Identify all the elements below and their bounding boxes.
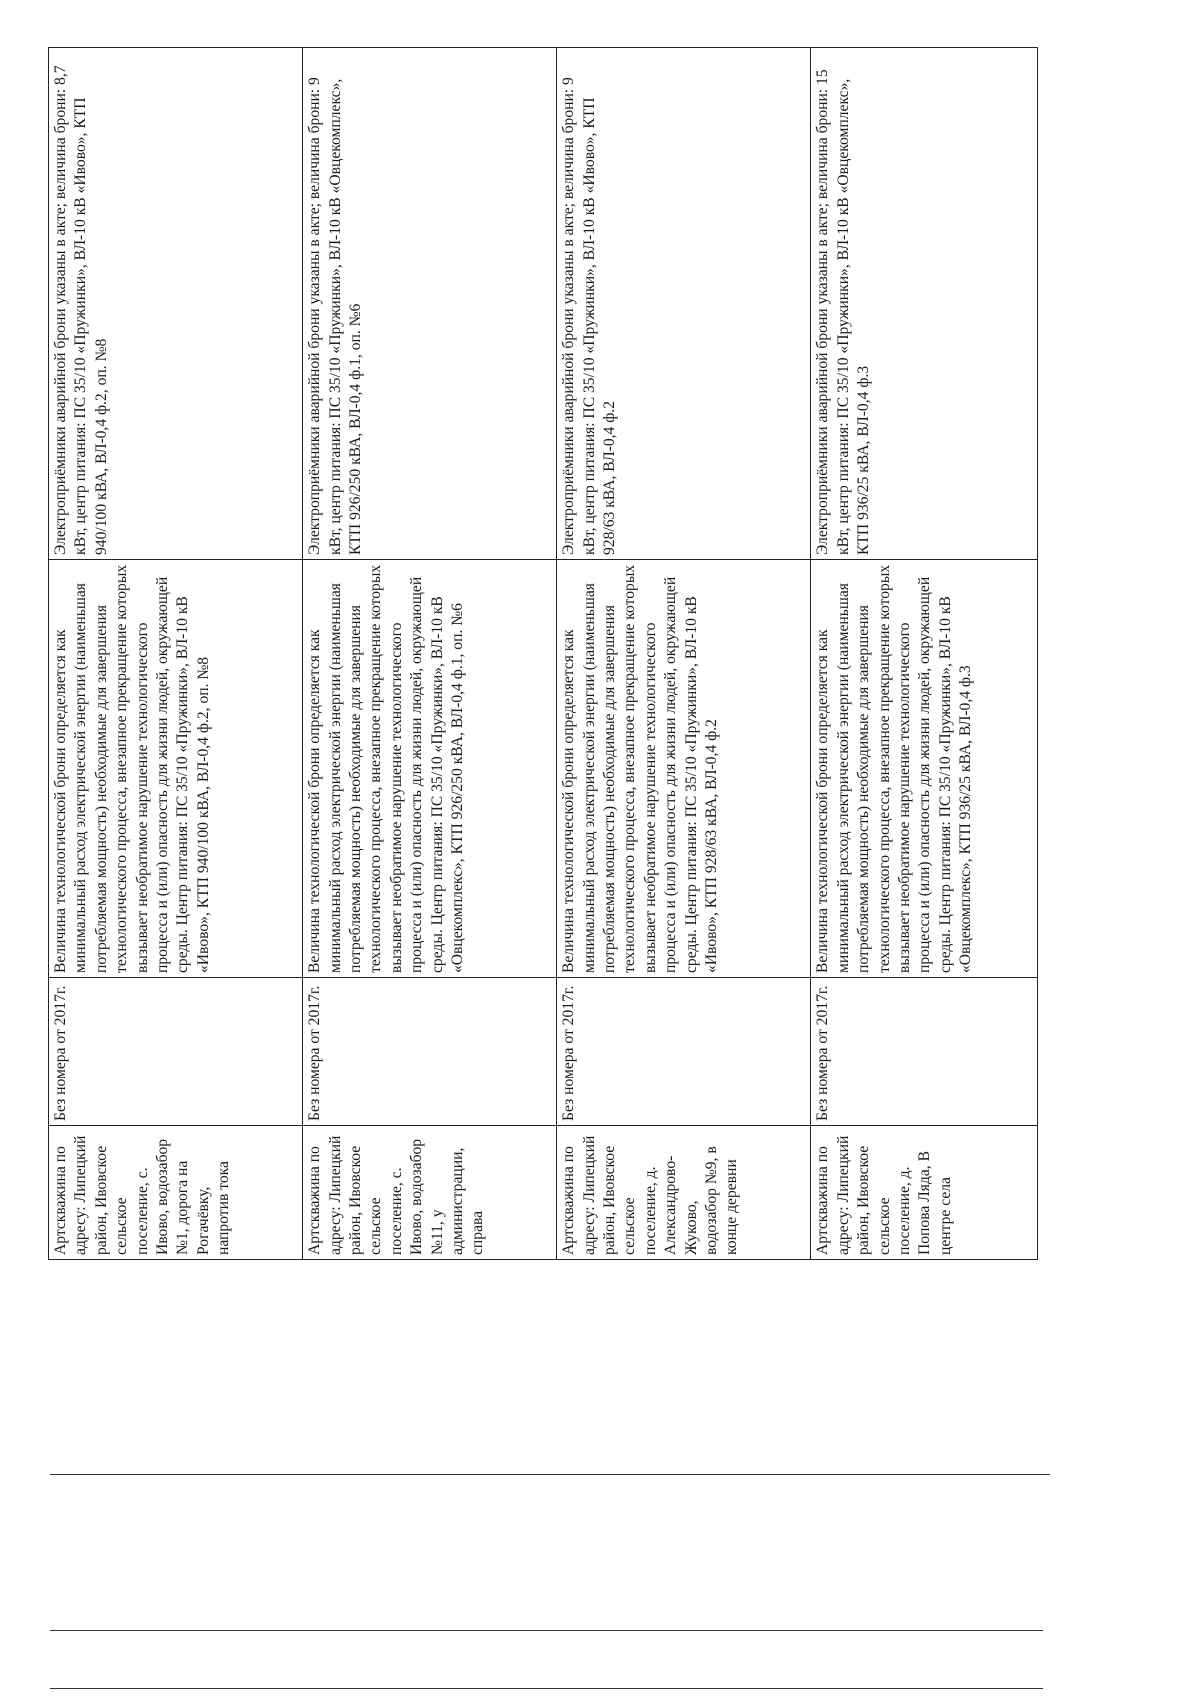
table-row (49, 48, 303, 1260)
object-cell: Артскважина по адресу: Липецкий район, Ивовское сельское поселение, с. Ивово, водозабор №11, у администрации, справа (303, 1126, 557, 1260)
tech-reserve-cell: Величина технологической брони определяется как минимальный расход электрической энергии (наименьшая потребляемая мощность) необходимые для завершения технологического процесса, внезапное прекращение которых вызывает необратимое нарушение технологического процесса и (или) опасность для жизни людей, окружающей среды. Центр питания: ПС 35/10 «Пружинки», ВЛ-10 кВ «Овцекомплекс», КТП 926/250 кВА, ВЛ-0,4 ф.1, оп. №6 (303, 560, 557, 978)
tech-reserve-cell: Величина технологической брони определяется как минимальный расход электрической энергии (наименьшая потребляемая мощность) необходимые для завершения технологического процесса, внезапное прекращение которых вызывает необратимое нарушение технологического процесса и (или) опасность для жизни людей, окружающей среды. Центр питания: ПС 35/10 «Пружинки», ВЛ-10 кВ «Овцекомплекс», КТП 936/25 кВА, ВЛ-0,4 ф.3 (811, 560, 1038, 978)
rotated-table-container (48, 48, 1038, 1260)
object-cell: Артскважина по адресу: Липецкий район, Ивовское сельское поселение, д. Александрово-Жуково, водозабор №9, в конце деревни (557, 1126, 811, 1260)
act-cell: Без номера от 2017г. (557, 978, 811, 1126)
table-row (303, 48, 557, 1260)
emergency-reserve-cell: Электроприёмники аварийной брони указаны в акте; величина брони: 9 кВт, центр питания: ПС 35/10 «Пружинки», ВЛ-10 кВ «Ивово», КТП 928/63 кВА, ВЛ-0,4 ф.2 (557, 48, 811, 560)
emergency-reserve-cell: Электроприёмники аварийной брони указаны в акте; величина брони: 8,7 кВт, центр питания: ПС 35/10 «Пружинки», ВЛ-10 кВ «Ивово», КТП 940/100 кВА, ВЛ-0,4 ф.2, оп. №8 (49, 48, 303, 560)
reserve-table (48, 47, 1038, 1260)
act-cell: Без номера от 2017г. (49, 978, 303, 1126)
emergency-reserve-cell: Электроприёмники аварийной брони указаны в акте; величина брони: 15 кВт, центр питания: ПС 35/10 «Пружинки», ВЛ-10 кВ «Овцекомплекс», КТП 936/25 кВА, ВЛ-0,4 ф.3 (811, 48, 1038, 560)
signature-line (50, 1630, 1043, 1631)
object-cell: Артскважина по адресу: Липецкий район, Ивовское сельское поселение, д. Попова Ляда, В центре села (811, 1126, 1038, 1260)
table-row (557, 48, 811, 1260)
tech-reserve-cell: Величина технологической брони определяется как минимальный расход электрической энергии (наименьшая потребляемая мощность) необходимые для завершения технологического процесса, внезапное прекращение которых вызывает необратимое нарушение технологического процесса и (или) опасность для жизни людей, окружающей среды. Центр питания: ПС 35/10 «Пружинки», ВЛ-10 кВ «Ивово», КТП 928/63 кВА, ВЛ-0,4 ф.2 (557, 560, 811, 978)
object-cell: Артскважина по адресу: Липецкий район, Ивовское сельское поселение, с. Ивово, водозабор №1, дорога на Рогачёвку, напротив тока (49, 1126, 303, 1260)
act-cell: Без номера от 2017г. (811, 978, 1038, 1126)
table-row (811, 48, 1038, 1260)
signature-line (50, 1688, 1043, 1689)
act-cell: Без номера от 2017г. (303, 978, 557, 1126)
tech-reserve-cell: Величина технологической брони определяется как минимальный расход электрической энергии (наименьшая потребляемая мощность) необходимые для завершения технологического процесса, внезапное прекращение которых вызывает необратимое нарушение технологического процесса и (или) опасность для жизни людей, окружающей среды. Центр питания: ПС 35/10 «Пружинки», ВЛ-10 кВ «Ивово», КТП 940/100 кВА, ВЛ-0,4 ф.2, оп. №8 (49, 560, 303, 978)
signature-line (50, 1474, 1050, 1475)
emergency-reserve-cell: Электроприёмники аварийной брони указаны в акте; величина брони: 9 кВт, центр питания: ПС 35/10 «Пружинки», ВЛ-10 кВ «Овцекомплекс», КТП 926/250 кВА, ВЛ-0,4 ф.1, оп. №6 (303, 48, 557, 560)
